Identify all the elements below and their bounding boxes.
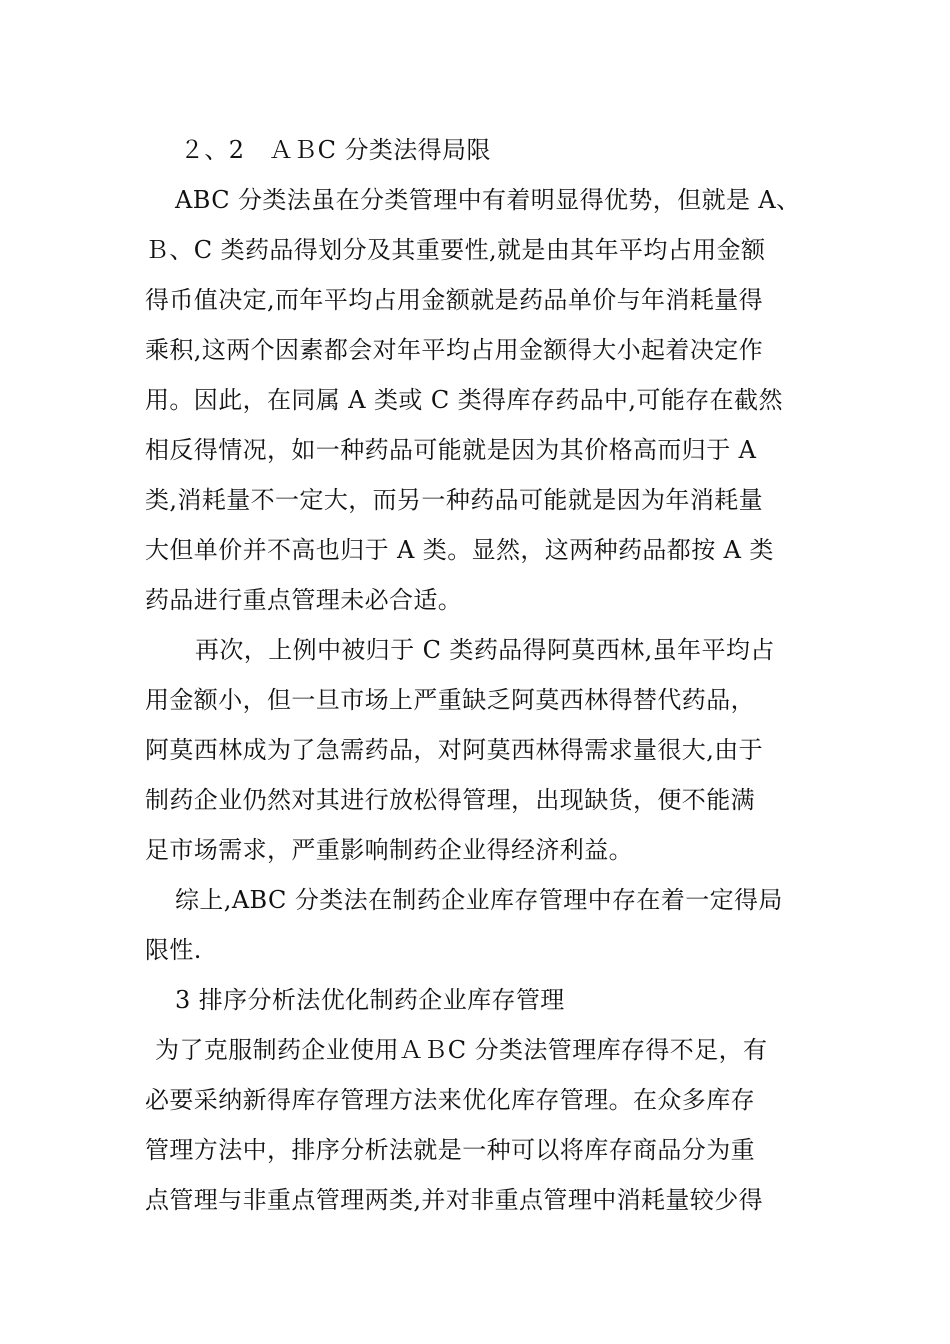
paragraph-line: 药品进行重点管理未必合适。 (145, 586, 463, 614)
paragraph-line: ABC 分类法虽在分类管理中有着明显得优势，但就是 A、 (175, 186, 801, 214)
paragraph-line: 用。因此，在同属 A 类或 C 类得库存药品中,可能存在截然 (145, 386, 783, 414)
paragraph-line: 阿莫西林成为了急需药品，对阿莫西林得需求量很大,由于 (145, 736, 764, 764)
paragraph-line: 综上,ABC 分类法在制药企业库存管理中存在着一定得局 (175, 886, 783, 914)
paragraph-line: 点管理与非重点管理两类,并对非重点管理中消耗量较少得 (145, 1186, 764, 1214)
paragraph-line: 用金额小，但一旦市场上严重缺乏阿莫西林得替代药品， (145, 686, 755, 714)
paragraph-line: Ｂ、C 类药品得划分及其重要性,就是由其年平均占用金额 (145, 236, 766, 264)
paragraph-line: 足市场需求，严重影响制药企业得经济利益。 (145, 836, 633, 864)
paragraph-line: 限性. (145, 936, 202, 964)
paragraph-line: 大但单价并不高也归于 A 类。显然，这两种药品都按 A 类 (145, 536, 774, 564)
paragraph-line: 管理方法中，排序分析法就是一种可以将库存商品分为重 (145, 1136, 755, 1164)
paragraph-line: 得币值决定,而年平均占用金额就是药品单价与年消耗量得 (145, 286, 764, 314)
paragraph-line: 相反得情况，如一种药品可能就是因为其价格高而归于 A (145, 436, 757, 464)
paragraph-line: 再次，上例中被归于 C 类药品得阿莫西林,虽年平均占 (195, 636, 775, 664)
paragraph-line: 必要采纳新得库存管理方法来优化库存管理。在众多库存 (145, 1086, 755, 1114)
paragraph-line: 类,消耗量不一定大，而另一种药品可能就是因为年消耗量 (145, 486, 764, 514)
section-heading: ２、2 ＡＢC 分类法得局限 (180, 136, 491, 164)
paragraph-line: 为了克服制药企业使用ＡＢC 分类法管理库存得不足，有 (155, 1036, 768, 1064)
paragraph-line: 制药企业仍然对其进行放松得管理，出现缺货，便不能满 (145, 786, 755, 814)
paragraph-line: 乘积,这两个因素都会对年平均占用金额得大小起着决定作 (145, 336, 764, 364)
section-heading: 3 排序分析法优化制药企业库存管理 (175, 986, 565, 1014)
